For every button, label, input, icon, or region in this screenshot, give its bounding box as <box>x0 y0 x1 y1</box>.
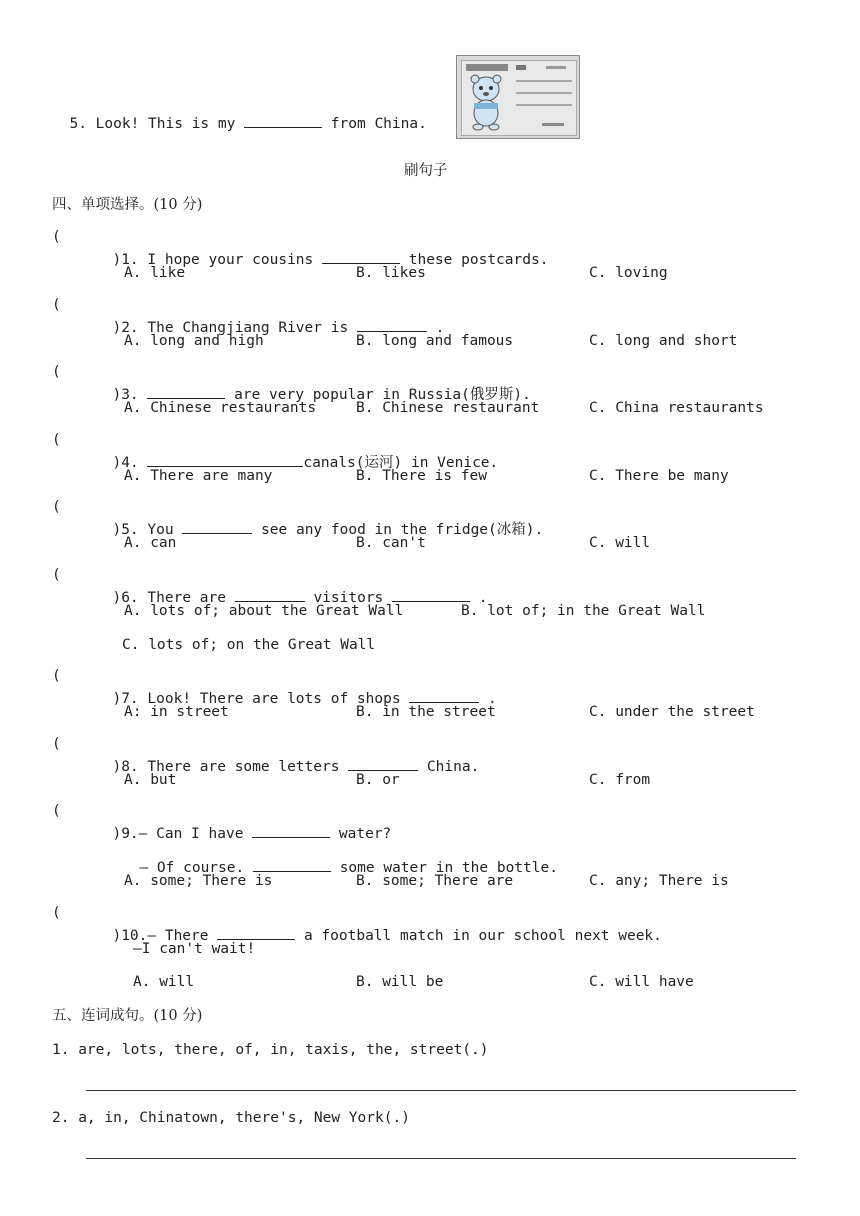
option-c[interactable]: C. China restaurants <box>589 400 764 416</box>
option-c[interactable]: C. under the street <box>589 704 755 720</box>
option-b[interactable]: B. some; There are <box>356 873 514 889</box>
answer-blank[interactable] <box>253 857 331 872</box>
answer-blank[interactable] <box>348 756 418 771</box>
answer-blank[interactable] <box>217 925 295 940</box>
question-6: )6. There are visitors . <box>95 567 488 608</box>
answer-paren[interactable]: ( <box>52 364 61 380</box>
answer-line[interactable] <box>86 1158 796 1159</box>
question-3: )3. are very popular in Russia(俄罗斯). <box>95 364 531 405</box>
answer-paren[interactable]: ( <box>52 905 61 921</box>
postcard-with-cartoon-bear-icon <box>462 61 576 135</box>
option-a[interactable]: A. Chinese restaurants <box>124 400 317 416</box>
answer-blank[interactable] <box>322 249 400 264</box>
option-a[interactable]: A: in street <box>124 704 229 720</box>
option-a[interactable]: A. lots of; about the Great Wall <box>124 603 404 619</box>
option-a[interactable]: A. long and high <box>124 333 264 349</box>
question-9: )9.— Can I have water? <box>95 803 391 844</box>
answer-paren[interactable]: ( <box>52 803 61 819</box>
question-10-line2: —I can't wait! <box>133 941 256 957</box>
question-7: )7. Look! There are lots of shops . <box>95 668 497 709</box>
reorder-item-2: 2. a, in, Chinatown, there's, New York(.) <box>52 1110 410 1126</box>
option-b[interactable]: B. or <box>356 772 400 788</box>
option-c[interactable]: C. lots of; on the Great Wall <box>122 637 376 653</box>
answer-blank[interactable] <box>357 317 427 332</box>
answer-blank[interactable] <box>409 688 479 703</box>
answer-paren[interactable]: ( <box>52 736 61 752</box>
option-a[interactable]: A. can <box>124 535 177 551</box>
section-title: 刷句子 <box>404 163 448 179</box>
option-c[interactable]: C. will <box>589 535 651 551</box>
option-b[interactable]: B. likes <box>356 265 426 281</box>
answer-paren[interactable]: ( <box>52 668 61 684</box>
answer-blank[interactable] <box>147 452 303 467</box>
option-c[interactable]: C. loving <box>589 265 668 281</box>
option-c[interactable]: C. any; There is <box>589 873 729 889</box>
answer-blank[interactable] <box>147 384 225 399</box>
option-c[interactable]: C. will have <box>589 974 694 990</box>
question-2: )2. The Changjiang River is . <box>95 297 444 338</box>
answer-paren[interactable]: ( <box>52 229 61 245</box>
question-8: )8. There are some letters China. <box>95 736 479 777</box>
section4-heading: 四、单项选择。(10 分) <box>52 197 203 213</box>
section5-heading: 五、连词成句。(10 分) <box>52 1008 203 1024</box>
question-9-line2: — Of course. some water in the bottle. <box>122 837 558 878</box>
answer-paren[interactable]: ( <box>52 567 61 583</box>
option-b[interactable]: B. can't <box>356 535 426 551</box>
option-c[interactable]: C. from <box>589 772 651 788</box>
option-a[interactable]: A. will <box>133 974 195 990</box>
option-b[interactable]: B. lot of; in the Great Wall <box>461 603 706 619</box>
option-b[interactable]: B. There is few <box>356 468 487 484</box>
answer-paren[interactable]: ( <box>52 432 61 448</box>
option-c[interactable]: C. There be many <box>589 468 729 484</box>
option-a[interactable]: A. like <box>124 265 186 281</box>
option-a[interactable]: A. There are many <box>124 468 273 484</box>
reorder-item-1: 1. are, lots, there, of, in, taxis, the, street(.) <box>52 1042 489 1058</box>
answer-blank[interactable] <box>244 113 322 128</box>
question-5: )5. You see any food in the fridge(冰箱). <box>95 499 543 540</box>
answer-line[interactable] <box>86 1090 796 1091</box>
question-4: )4. canals(运河) in Venice. <box>95 432 498 473</box>
answer-paren[interactable]: ( <box>52 499 61 515</box>
option-b[interactable]: B. long and famous <box>356 333 514 349</box>
answer-paren[interactable]: ( <box>52 297 61 313</box>
top-question: 5. Look! This is my from China. <box>52 93 427 134</box>
option-c[interactable]: C. long and short <box>589 333 738 349</box>
answer-blank[interactable] <box>252 823 330 838</box>
answer-blank[interactable] <box>235 587 305 602</box>
question-1: )1. I hope your cousins these postcards. <box>95 229 548 270</box>
postcard-image <box>456 55 580 139</box>
option-a[interactable]: A. but <box>124 772 177 788</box>
question-10: )10.— There a football match in our school next week. <box>95 905 662 946</box>
option-a[interactable]: A. some; There is <box>124 873 273 889</box>
option-b[interactable]: B. will be <box>356 974 444 990</box>
answer-blank[interactable] <box>392 587 470 602</box>
option-b[interactable]: B. Chinese restaurant <box>356 400 540 416</box>
answer-blank[interactable] <box>182 519 252 534</box>
option-b[interactable]: B. in the street <box>356 704 496 720</box>
